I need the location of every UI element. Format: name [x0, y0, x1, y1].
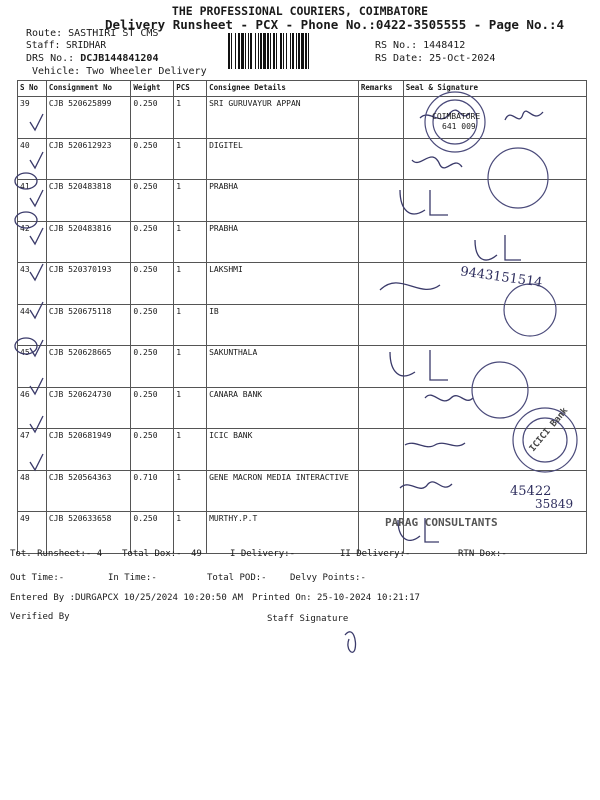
row-consignment: CJB 520628665: [46, 346, 131, 388]
bank-stamp: ICICI Bank: [527, 406, 571, 454]
row-consignee: ICIC BANK: [207, 429, 359, 471]
row-pcs: 1: [174, 346, 207, 388]
row-remarks: [358, 263, 403, 305]
total-dox-value: 49: [191, 549, 202, 559]
row-remarks: [358, 429, 403, 471]
stamp-pin: 641 009: [442, 122, 476, 131]
consultants-stamp: PARAG CONSULTANTS: [385, 516, 498, 529]
row-sno: 48: [18, 470, 47, 512]
row-seal-signature: [403, 429, 586, 471]
row-pcs: 1: [174, 429, 207, 471]
row-sno: 44: [18, 304, 47, 346]
row-pcs: 1: [174, 470, 207, 512]
row-weight: 0.250: [131, 512, 174, 554]
table-row: [18, 512, 587, 554]
row-consignment: CJB 520564363: [46, 470, 131, 512]
row-remarks: [358, 97, 403, 139]
table-row: [18, 97, 587, 139]
row-consignee: IB: [207, 304, 359, 346]
col-header-sno: S No: [18, 81, 47, 97]
col-header-consignee: Consignee Details: [207, 81, 359, 97]
drs-number: [26, 53, 158, 64]
row-seal-signature: [403, 346, 586, 388]
col-header-consignment: Consignment No: [46, 81, 131, 97]
row-sno: 43: [18, 263, 47, 305]
row-weight: 0.250: [131, 263, 174, 305]
in-time: In Time:-: [108, 573, 157, 583]
staff-label: Staff: SRIDHAR: [26, 40, 107, 51]
row-remarks: [358, 304, 403, 346]
rs-number: RS No.: 1448412: [375, 40, 466, 51]
row-pcs: 1: [174, 221, 207, 263]
total-pod: Total POD:-: [207, 573, 267, 583]
col-header-remarks: Remarks: [358, 81, 403, 97]
col-header-weight: Weight: [131, 81, 174, 97]
row-remarks: [358, 138, 403, 180]
row-pcs: 1: [174, 138, 207, 180]
table-header-row: [18, 81, 587, 97]
row-consignee: MURTHY.P.T: [207, 512, 359, 554]
row-consignment: CJB 520681949: [46, 429, 131, 471]
handwritten-phone: 9443151514: [459, 264, 544, 291]
table-row: [18, 346, 587, 388]
table-row: [18, 180, 587, 222]
col-header-seal: Seal & Signature: [403, 81, 586, 97]
row-sno: 40: [18, 138, 47, 180]
row-pcs: 1: [174, 180, 207, 222]
row-remarks: [358, 180, 403, 222]
runsheet-title: Delivery Runsheet - PCX - Phone No.:0422-3505555 - Page No.:4: [105, 17, 565, 32]
stamp-city: COIMBATORE: [432, 112, 481, 121]
row-seal-signature: [403, 304, 586, 346]
tot-runsheet: Tot. Runsheet:- 4: [10, 549, 103, 559]
row-pcs: 1: [174, 387, 207, 429]
rs-date: RS Date: 25-Oct-2024: [375, 53, 496, 64]
row-sno: 46: [18, 387, 47, 429]
row-consignee: DIGITEL: [207, 138, 359, 180]
row-pcs: 1: [174, 97, 207, 139]
row-seal-signature: [403, 138, 586, 180]
barcode-image: [228, 33, 368, 69]
ii-delivery: II Delivery:-: [340, 549, 411, 559]
drs-label: DRS No.:: [26, 53, 75, 64]
row-sno: 39: [18, 97, 47, 139]
row-pcs: 1: [174, 512, 207, 554]
row-consignee: PRABHA: [207, 180, 359, 222]
row-sno: 47: [18, 429, 47, 471]
rtn-dox: RTN Dox:-: [458, 549, 507, 559]
runsheet-table: [17, 80, 587, 554]
row-weight: 0.250: [131, 221, 174, 263]
row-consignee: CANARA BANK: [207, 387, 359, 429]
i-delivery: I Delivery:-: [230, 549, 296, 559]
row-weight: 0.250: [131, 429, 174, 471]
row-seal-signature: [403, 180, 586, 222]
table-row: [18, 304, 587, 346]
out-time: Out Time:-: [10, 573, 65, 583]
row-weight: 0.250: [131, 97, 174, 139]
entered-by: Entered By :DURGAPCX 10/25/2024 10:20:50 AM: [10, 593, 243, 603]
row-weight: 0.250: [131, 387, 174, 429]
printed-on: Printed On: 25-10-2024 10:21:17: [252, 593, 420, 603]
table-row: [18, 221, 587, 263]
company-title: THE PROFESSIONAL COURIERS, COIMBATORE: [171, 4, 429, 18]
row-sno: 42: [18, 221, 47, 263]
vehicle-label: Vehicle: Two Wheeler Delivery: [32, 66, 207, 77]
verified-by: Verified By: [10, 612, 70, 622]
row-sno: 41: [18, 180, 47, 222]
row-remarks: [358, 221, 403, 263]
row-consignee: GENE MACRON MEDIA INTERACTIVE: [207, 470, 359, 512]
table-row: [18, 138, 587, 180]
row-consignment: CJB 520483818: [46, 180, 131, 222]
row-remarks: [358, 470, 403, 512]
row-weight: 0.250: [131, 346, 174, 388]
row-remarks: [358, 346, 403, 388]
col-header-pcs: PCS: [174, 81, 207, 97]
row-consignee: SAKUNTHALA: [207, 346, 359, 388]
row-consignee: PRABHA: [207, 221, 359, 263]
row-weight: 0.250: [131, 180, 174, 222]
route-label: Route: SASTHIRI ST CMS: [26, 28, 159, 39]
row-consignment: CJB 520675118: [46, 304, 131, 346]
total-dox-label: Total Dox:-: [122, 549, 182, 559]
staff-signature: Staff Signature: [267, 614, 349, 624]
row-pcs: 1: [174, 263, 207, 305]
row-weight: 0.250: [131, 138, 174, 180]
table-row: [18, 470, 587, 512]
row-consignee: LAKSHMI: [207, 263, 359, 305]
drs-value: DCJB144841204: [80, 53, 159, 64]
handwritten-number-b: 35849: [535, 497, 574, 511]
row-consignment: CJB 520612923: [46, 138, 131, 180]
row-pcs: 1: [174, 304, 207, 346]
row-remarks: [358, 387, 403, 429]
row-consignment: CJB 520625899: [46, 97, 131, 139]
row-sno: 45: [18, 346, 47, 388]
table-row: [18, 429, 587, 471]
handwritten-number-a: 45422: [510, 484, 552, 499]
row-consignment: CJB 520633658: [46, 512, 131, 554]
row-consignment: CJB 520370193: [46, 263, 131, 305]
row-consignment: CJB 520624730: [46, 387, 131, 429]
row-weight: 0.710: [131, 470, 174, 512]
row-weight: 0.250: [131, 304, 174, 346]
row-consignee: SRI GURUVAYUR APPAN: [207, 97, 359, 139]
row-sno: 49: [18, 512, 47, 554]
table-row: [18, 387, 587, 429]
row-seal-signature: [403, 221, 586, 263]
row-seal-signature: [403, 97, 586, 139]
row-consignment: CJB 520483816: [46, 221, 131, 263]
delvy-points: Delvy Points:-: [290, 573, 366, 583]
